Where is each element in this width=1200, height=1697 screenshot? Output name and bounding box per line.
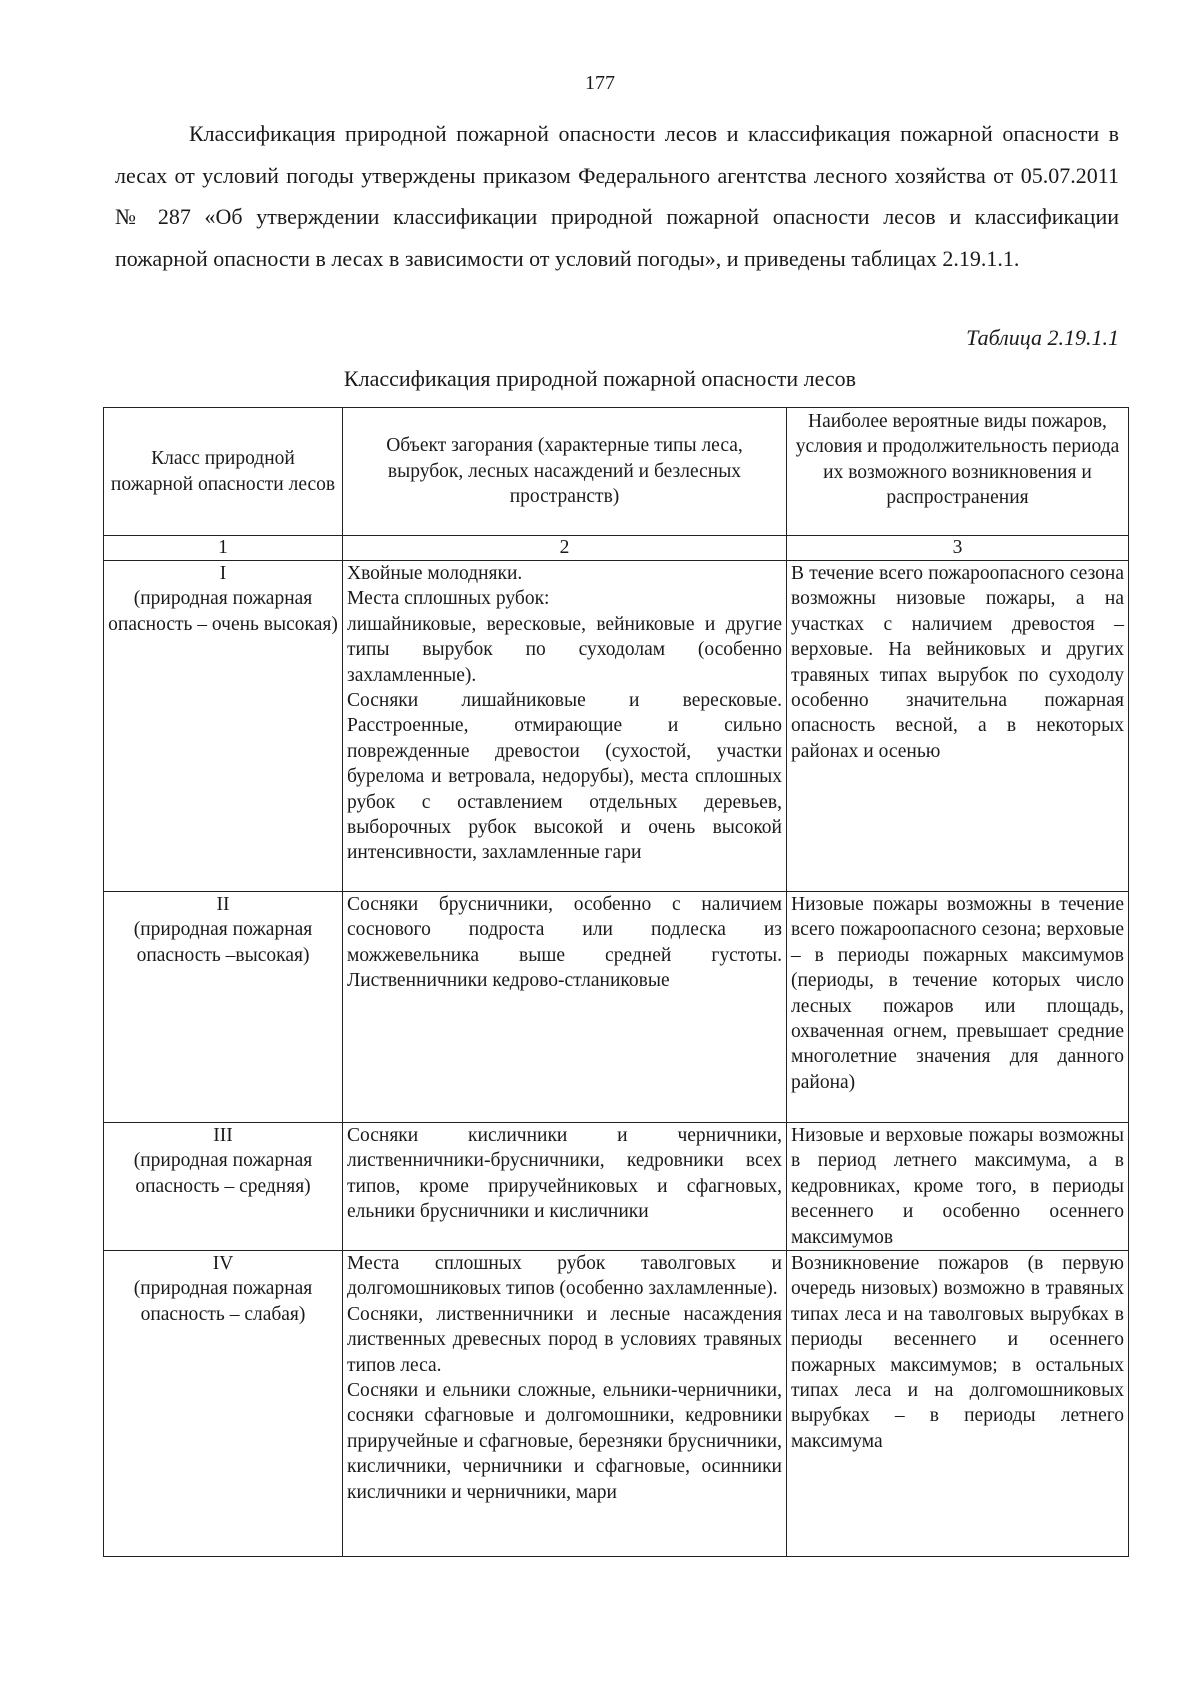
class-description: (природная пожарная опасность – очень высокая)	[108, 588, 338, 635]
column-number: 2	[343, 536, 787, 561]
table-title: Классификация природной пожарной опасности лесов	[343, 366, 857, 391]
object-cell	[343, 892, 787, 1123]
header-class: Класс природной пожарной опасности лесов	[104, 408, 343, 536]
object-line: Места сплошных рубок:	[347, 588, 550, 610]
column-number-row	[104, 536, 1129, 561]
class-numeral: II	[216, 894, 230, 915]
page-number: 177	[585, 72, 615, 94]
object-line: Хвойные молодняки.	[347, 563, 523, 584]
object-line: Места сплошных рубок таволговых и долгомошниковых типов (особенно захламленные).	[347, 1253, 782, 1300]
column-number: 3	[787, 536, 1129, 561]
fire-types-cell: Возникновение пожаров (в первую очередь низовых) возможно в травяных типах леса и на таволговых вырубках в периоды весеннего и осеннего пожарных максимумов; в остальных типах леса и на долгомошниковых вырубках – в периоды летнего максимума	[787, 1251, 1129, 1557]
class-numeral: I	[219, 563, 227, 584]
class-numeral: IV	[212, 1253, 234, 1275]
column-number: 1	[104, 536, 343, 561]
table-label: Таблица 2.19.1.1	[966, 325, 1119, 350]
intro-paragraph: Классификация природной пожарной опасности лесов и классификация пожарной опасности в лесах от условий погоды утверждены приказом Федерального агентства лесного хозяйства от 05.07.2011 № 287 «Об утверждении классификации природной пожарной опасности лесов и классификации пожарной опасности в лесах в зависимости от условий погоды», и приведены таблицах 2.19.1.1.	[115, 121, 1119, 271]
class-numeral: III	[213, 1125, 233, 1146]
table-row	[104, 561, 1129, 892]
object-cell	[343, 1123, 787, 1251]
object-line: лишайниковые, вересковые, вейниковые и другие типы вырубок по суходолам (особенно захламленные).	[347, 613, 782, 686]
class-cell	[104, 892, 343, 1123]
object-cell	[343, 1251, 787, 1557]
object-line: Сосняки кисличники и черничники, лиственничники-брусничники, кедровники всех типов, кроме приручейниковых и сфагновых, ельники брусничники и кисличники	[347, 1125, 782, 1223]
fire-types-cell: Низовые и верховые пожары возможны в период летнего максимума, а в кедровниках, кроме того, в периоды весеннего и особенно осеннего максимумов	[787, 1123, 1129, 1251]
object-line: Сосняки брусничники, особенно с наличием соснового подроста или подлеска из можжевельника выше средней густоты. Лиственничники кедрово-стланиковые	[347, 894, 782, 992]
class-cell	[104, 561, 343, 892]
class-cell	[104, 1123, 343, 1251]
object-cell	[343, 561, 787, 892]
header-object: Объект загорания (характерные типы леса, вырубок, лесных насаждений и безлесных пространств)	[343, 408, 787, 536]
table-row	[104, 892, 1129, 1123]
table-header-row	[104, 408, 1129, 536]
table-row	[104, 1123, 1129, 1251]
object-line: Сосняки лишайниковые и вересковые. Расстроенные, отмирающие и сильно поврежденные древостои (сухостой, участки бурелома и ветровала, недорубы), места сплошных рубок с оставлением отдельных деревьев, выборочных рубок высокой и очень высокой интенсивности, захламленные гари	[347, 690, 782, 864]
class-description: (природная пожарная опасность – средняя)	[133, 1150, 313, 1197]
object-line: Сосняки и ельники сложные, ельники-черничники, сосняки сфагновые и долгомошники, кедровники приручейные и сфагновые, березняки брусничники, кисличники, черничники и сфагновые, осинники кисличники и черничники, мари	[347, 1380, 782, 1503]
header-fire-types: Наиболее вероятные виды пожаров, условия и продолжительность периода их возможного возникновения и распространения	[787, 408, 1129, 536]
class-cell	[104, 1251, 343, 1557]
table-row	[104, 1251, 1129, 1557]
fire-types-cell: Низовые пожары возможны в течение всего пожароопасного сезона; верховые – в периоды пожарных максимумов (периоды, в течение которых число лесных пожаров или площадь, охваченная огнем, превышает средние многолетние значения для данного района)	[787, 892, 1129, 1123]
classification-table	[103, 407, 1129, 1557]
class-description: (природная пожарная опасность – слабая)	[133, 1278, 313, 1325]
object-line: Сосняки, лиственничники и лесные насаждения лиственных древесных пород в условиях травяных типов леса.	[347, 1303, 782, 1376]
class-description: (природная пожарная опасность –высокая)	[133, 919, 313, 966]
fire-types-cell: В течение всего пожароопасного сезона возможны низовые пожары, а на участках с наличием древостоя – верховые. На вейниковых и других травяных типах вырубок по суходолу особенно значительна пожарная опасность весной, а в некоторых районах и осенью	[787, 561, 1129, 892]
